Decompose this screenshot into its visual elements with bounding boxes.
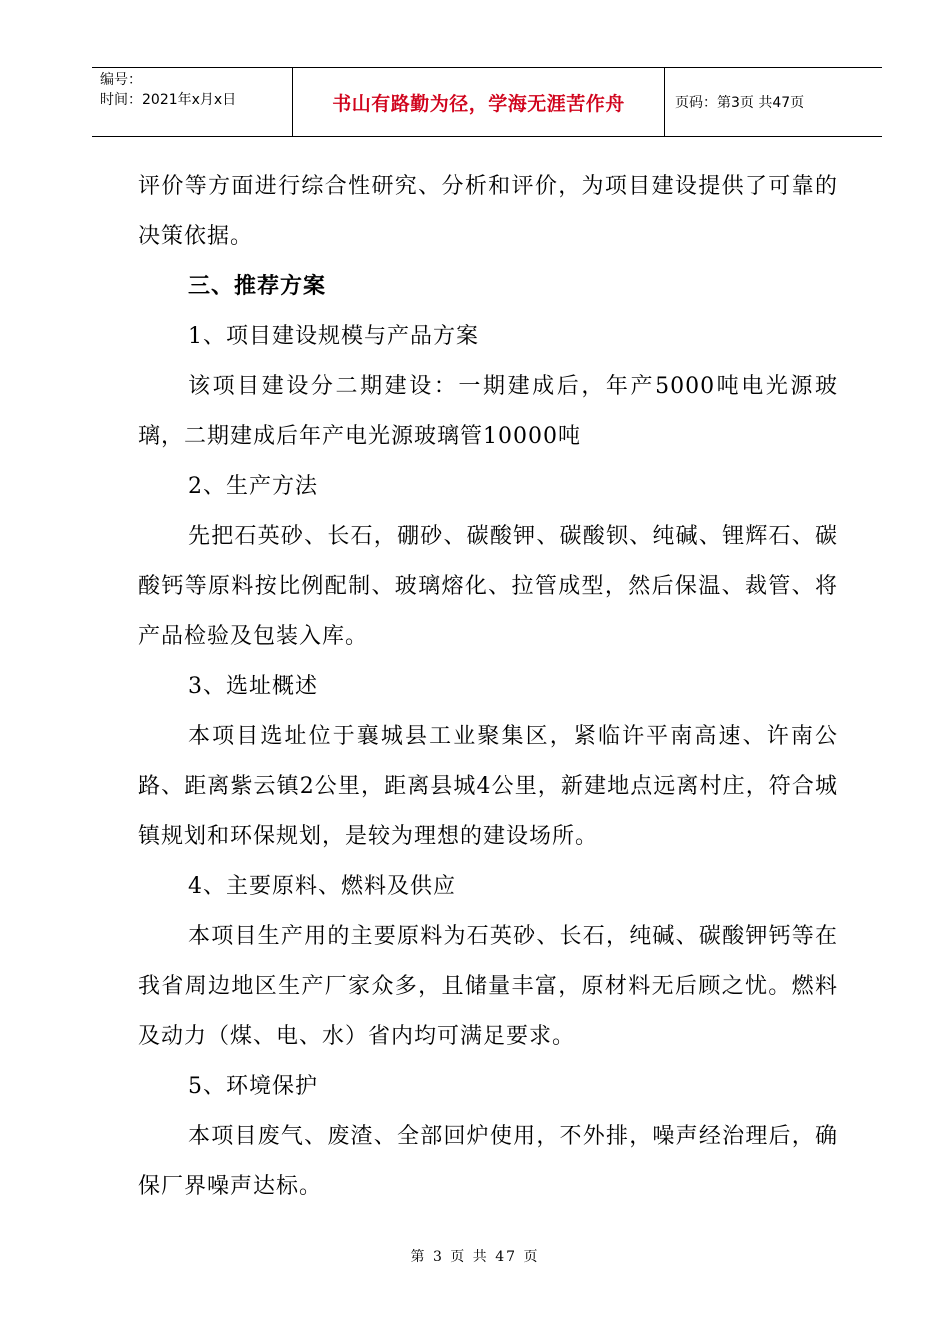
header-page-info: [665, 68, 882, 136]
subsection-title: 1、项目建设规模与产品方案: [188, 324, 479, 349]
page-header: [92, 67, 882, 137]
page-info-text: 页码：第3页 共47页: [675, 95, 805, 111]
paragraph: 评价等方面进行综合性研究、分析和评价，为项目建设提供了可靠的决策依据。: [138, 174, 838, 249]
header-motto: [293, 68, 665, 136]
subsection-title: 5、环境保护: [188, 1074, 318, 1099]
paragraph: 本项目废气、废渣、全部回炉使用，不外排，噪声经治理后，确保厂界噪声达标。: [138, 1124, 838, 1199]
subsection-title: 3、选址概述: [188, 674, 318, 699]
paragraph: 本项目选址位于襄城县工业聚集区，紧临许平南高速、许南公路、距离紫云镇2公里，距离县城4公里，新建地点远离村庄，符合城镇规划和环保规划，是较为理想的建设场所。: [138, 724, 838, 849]
paragraph: 该项目建设分二期建设：一期建成后，年产5000吨电光源玻璃，二期建成后年产电光源玻璃管10000吨: [138, 374, 838, 449]
time-label: 时间：2021年x月x日: [100, 92, 237, 108]
document-body: [138, 162, 838, 1212]
page-footer: [0, 1246, 950, 1266]
paragraph: 本项目生产用的主要原料为石英砂、长石，纯碱、碳酸钾钙等在我省周边地区生产厂家众多，且储量丰富，原材料无后顾之忧。燃料及动力（煤、电、水）省内均可满足要求。: [138, 924, 838, 1049]
subsection-title: 2、生产方法: [188, 474, 318, 499]
footer-page-number: 第 3 页 共 47 页: [410, 1249, 540, 1265]
subsection-title: 4、主要原料、燃料及供应: [188, 874, 456, 899]
header-meta: [92, 68, 293, 136]
section-heading: 三、推荐方案: [188, 274, 327, 299]
serial-number-label: 编号：: [100, 72, 142, 88]
motto-text: 书山有路勤为径，学海无涯苦作舟: [332, 92, 625, 115]
paragraph: 先把石英砂、长石，硼砂、碳酸钾、碳酸钡、纯碱、锂辉石、碳酸钙等原料按比例配制、玻璃熔化、拉管成型，然后保温、裁管、将产品检验及包装入库。: [138, 524, 838, 649]
